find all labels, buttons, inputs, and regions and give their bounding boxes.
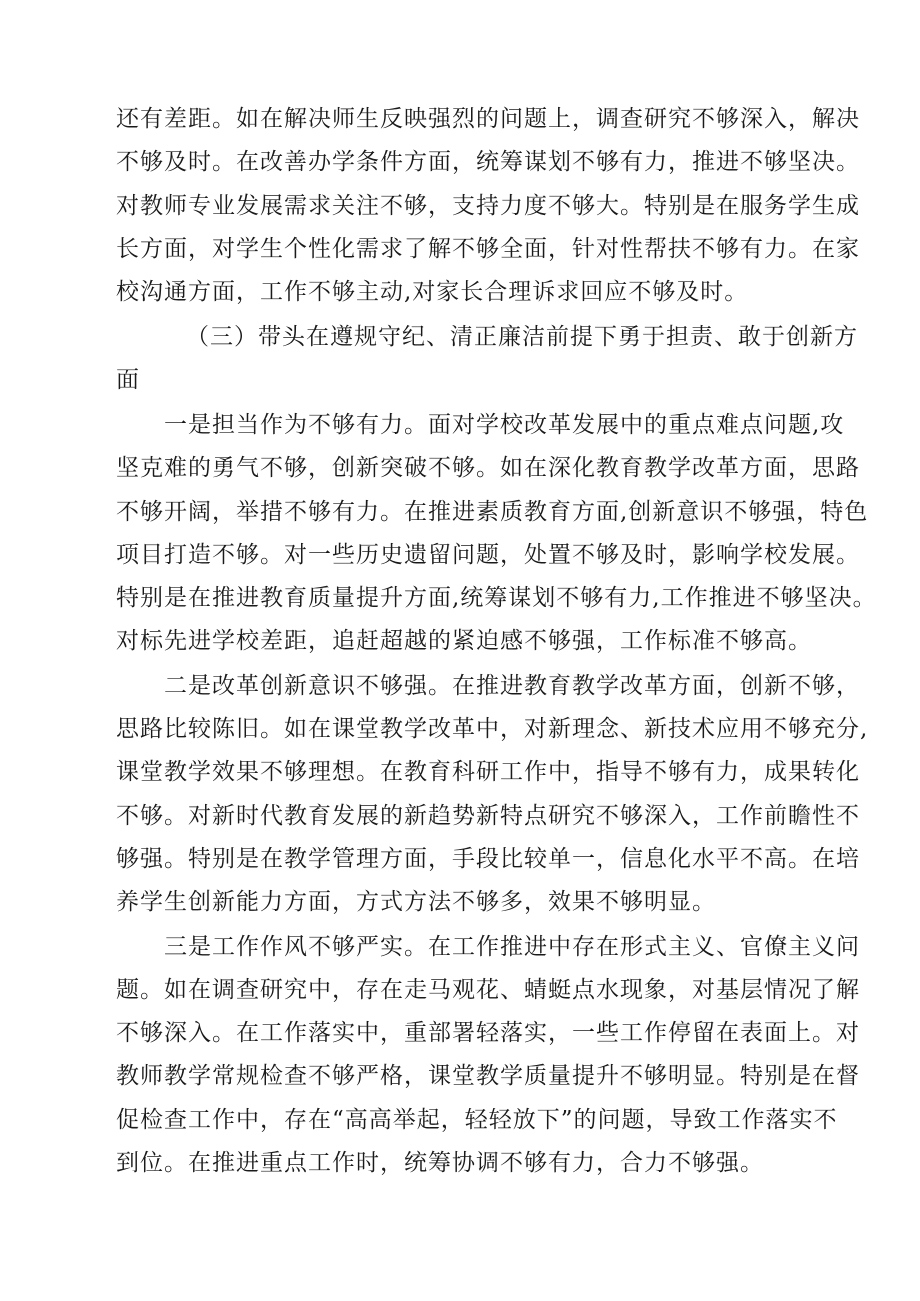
text-line: 二是改革创新意识不够强。在推进教育教学改革方面，创新不够， [164,673,860,699]
text-line: 思路比较陈旧。如在课堂教学改革中，对新理念、新技术应用不够充分, [116,716,869,742]
text-line: 不够开阔，举措不够有力。在推进素质教育方面,创新意识不够强，特色 [116,499,869,525]
text-line: 对教师专业发展需求关注不够，支持力度不够大。特别是在服务学生成 [116,193,860,219]
text-line: 项目打造不够。对一些历史遗留问题，处置不够及时，影响学校发展。 [116,542,860,568]
text-line: 教师教学常规检查不够严格，课堂教学质量提升不够明显。特别是在督 [116,1063,860,1089]
text-line: 养学生创新能力方面，方式方法不够多，效果不够明显。 [116,889,716,915]
text-line: 到位。在推进重点工作时，统筹协调不够有力，合力不够强。 [116,1150,764,1176]
text-line: 课堂教学效果不够理想。在教育科研工作中，指导不够有力，成果转化 [116,759,860,785]
text-line: 不够。对新时代教育发展的新趋势新特点研究不够深入，工作前瞻性不 [116,803,860,829]
text-line: 校沟通方面，工作不够主动,对家长合理诉求回应不够及时。 [116,279,749,305]
heading-line: 面 [116,367,140,393]
text-line: 题。如在调查研究中，存在走马观花、蜻蜓点水现象，对基层情况了解 [116,977,860,1003]
text-line: 对标先进学校差距，追赶超越的紧迫感不够强，工作标准不够高。 [116,628,812,654]
text-line: 不够深入。在工作落实中，重部署轻落实，一些工作停留在表面上。对 [116,1020,860,1046]
text-line: 长方面，对学生个性化需求了解不够全面，针对性帮扶不够有力。在家 [116,236,860,262]
text-line: 特别是在推进教育质量提升方面,统筹谋划不够有力,工作推进不够坚决。 [116,585,877,611]
text-line: 一是担当作为不够有力。面对学校改革发展中的重点难点问题,攻 [164,412,845,438]
text-line: 不够及时。在改善办学条件方面，统筹谋划不够有力，推进不够坚决。 [116,149,860,175]
text-line: 还有差距。如在解决师生反映强烈的问题上，调查研究不够深入，解决 [116,106,860,132]
heading-line: （三）带头在遵规守纪、清正廉洁前提下勇于担责、敢于创新方 [186,324,858,350]
text-line: 坚克难的勇气不够，创新突破不够。如在深化教育教学改革方面，思路 [116,455,860,481]
text-line: 够强。特别是在教学管理方面，手段比较单一，信息化水平不高。在培 [116,846,860,872]
text-line: 三是工作作风不够严实。在工作推进中存在形式主义、官僚主义问 [164,934,860,960]
text-line: 促检查工作中，存在“高高举起，轻轻放下”的问题，导致工作落实不 [116,1107,838,1133]
